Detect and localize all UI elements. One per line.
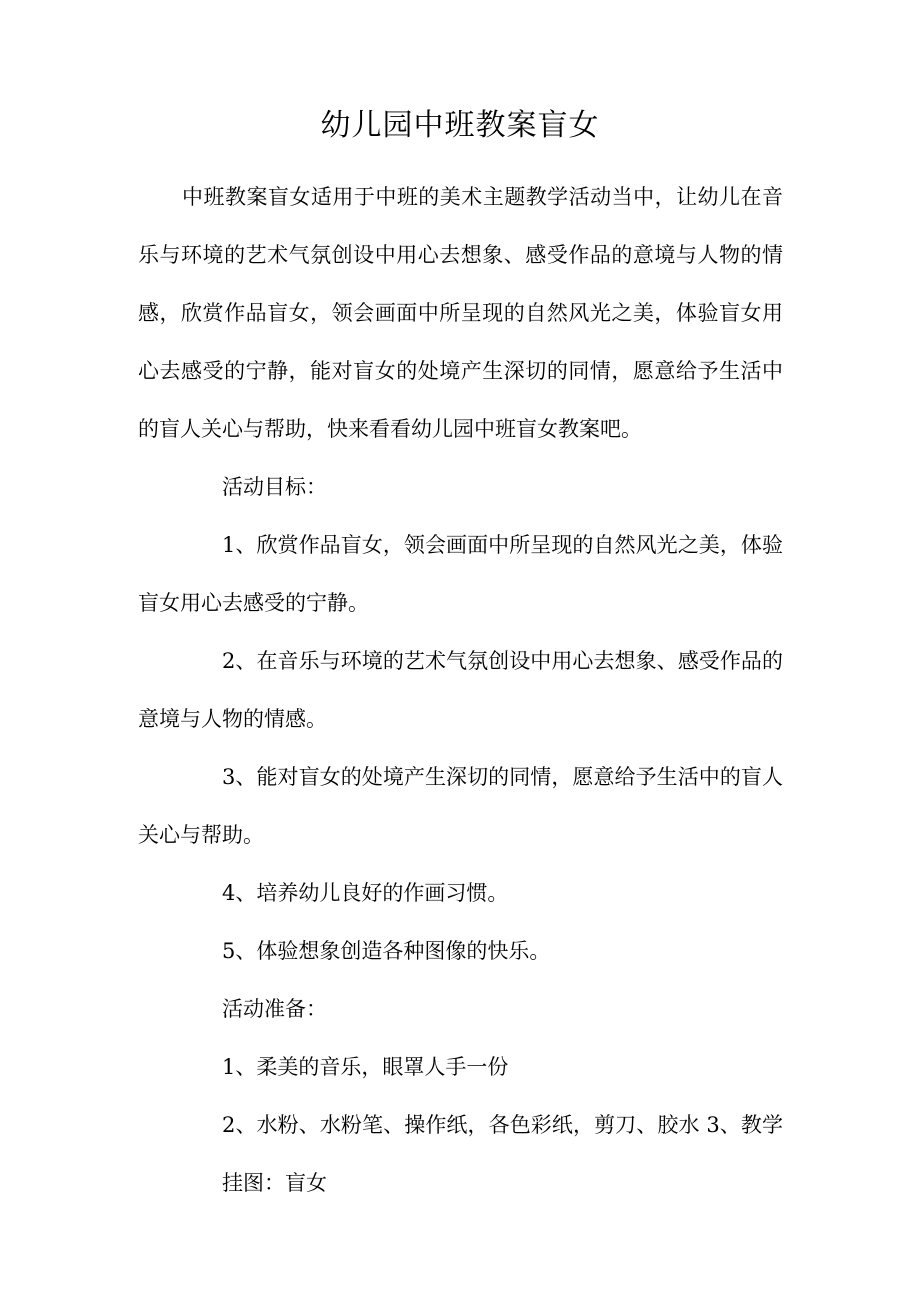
goal-item-1: 1、欣赏作品盲女，领会画面中所呈现的自然风光之美，体验盲女用心去感受的宁静。 [138,533,783,615]
goal-item-2: 2、在音乐与环境的艺术气氛创设中用心去想象、感受作品的意境与人物的情感。 [138,649,783,731]
prep-item-1: 1、柔美的音乐，眼罩人手一份 [222,1055,509,1079]
goal-item-4: 4、培养幼儿良好的作画习惯。 [222,881,509,905]
goal-item-5: 5、体验想象创造各种图像的快乐。 [222,939,551,963]
document-title: 幼儿园中班教案盲女 [320,108,600,143]
prep-heading: 活动准备： [222,997,327,1021]
prep-item-2: 2、水粉、水粉笔、操作纸，各色彩纸，剪刀、胶水 3、教学挂图：盲女 [222,1113,783,1195]
intro-paragraph: 中班教案盲女适用于中班的美术主题教学活动当中，让幼儿在音乐与环境的艺术气氛创设中用心去想象、感受作品的意境与人物的情感，欣赏作品盲女，领会画面中所呈现的自然风光之美，体验盲女用心去感受的宁静，能对盲女的处境产生深切的同情，愿意给予生活中的盲人关心与帮助，快来看看幼儿园中班盲女教案吧。 [138,185,783,441]
goals-heading: 活动目标： [222,475,327,499]
goal-item-3: 3、能对盲女的处境产生深切的同情，愿意给予生活中的盲人关心与帮助。 [138,765,783,847]
